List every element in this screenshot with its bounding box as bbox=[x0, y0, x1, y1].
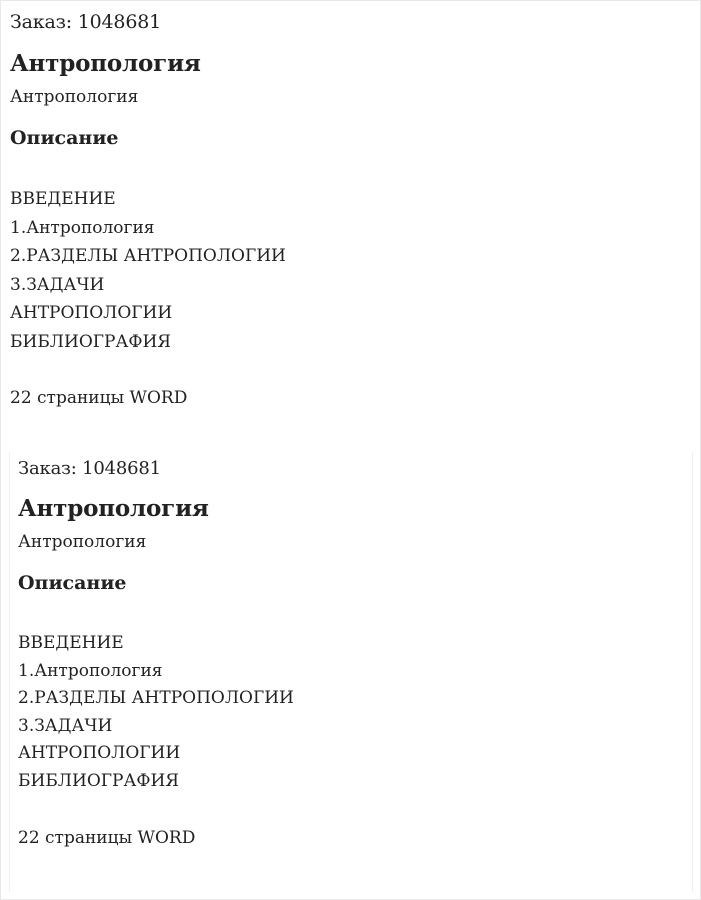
page-count: 22 страницы WORD bbox=[10, 388, 188, 408]
description-line: ВВЕДЕНИЕ bbox=[18, 633, 124, 653]
description-line: 3.ЗАДАЧИ bbox=[18, 715, 113, 736]
page-count: 22 страницы WORD bbox=[18, 828, 196, 848]
description-line: 2.РАЗДЕЛЫ АНТРОПОЛОГИИ bbox=[18, 688, 294, 708]
description-line: 3.ЗАДАЧИ bbox=[10, 274, 105, 295]
description-line: АНТРОПОЛОГИИ bbox=[10, 303, 173, 323]
work-title: Антропология bbox=[18, 495, 209, 522]
work-title: Антропология bbox=[10, 50, 201, 77]
work-subtitle: Антропология bbox=[10, 87, 139, 107]
description-line: БИБЛИОГРАФИЯ bbox=[10, 331, 171, 352]
description-line: АНТРОПОЛОГИИ bbox=[18, 743, 181, 763]
description-line: 1.Антропология bbox=[18, 660, 163, 681]
description-heading: Описание bbox=[18, 572, 127, 594]
order-number: Заказ: 1048681 bbox=[10, 11, 161, 33]
description-line: БИБЛИОГРАФИЯ bbox=[18, 770, 179, 791]
work-subtitle: Антропология bbox=[18, 532, 147, 552]
description-heading: Описание bbox=[10, 127, 119, 149]
order-number: Заказ: 1048681 bbox=[18, 458, 161, 479]
order-card-duplicate bbox=[9, 452, 693, 892]
description-list bbox=[18, 630, 684, 795]
description-line: 1.Антропология bbox=[10, 217, 155, 238]
description-line: ВВЕДЕНИЕ bbox=[10, 189, 116, 209]
description-list bbox=[10, 185, 691, 356]
description-line: 2.РАЗДЕЛЫ АНТРОПОЛОГИИ bbox=[10, 246, 286, 266]
